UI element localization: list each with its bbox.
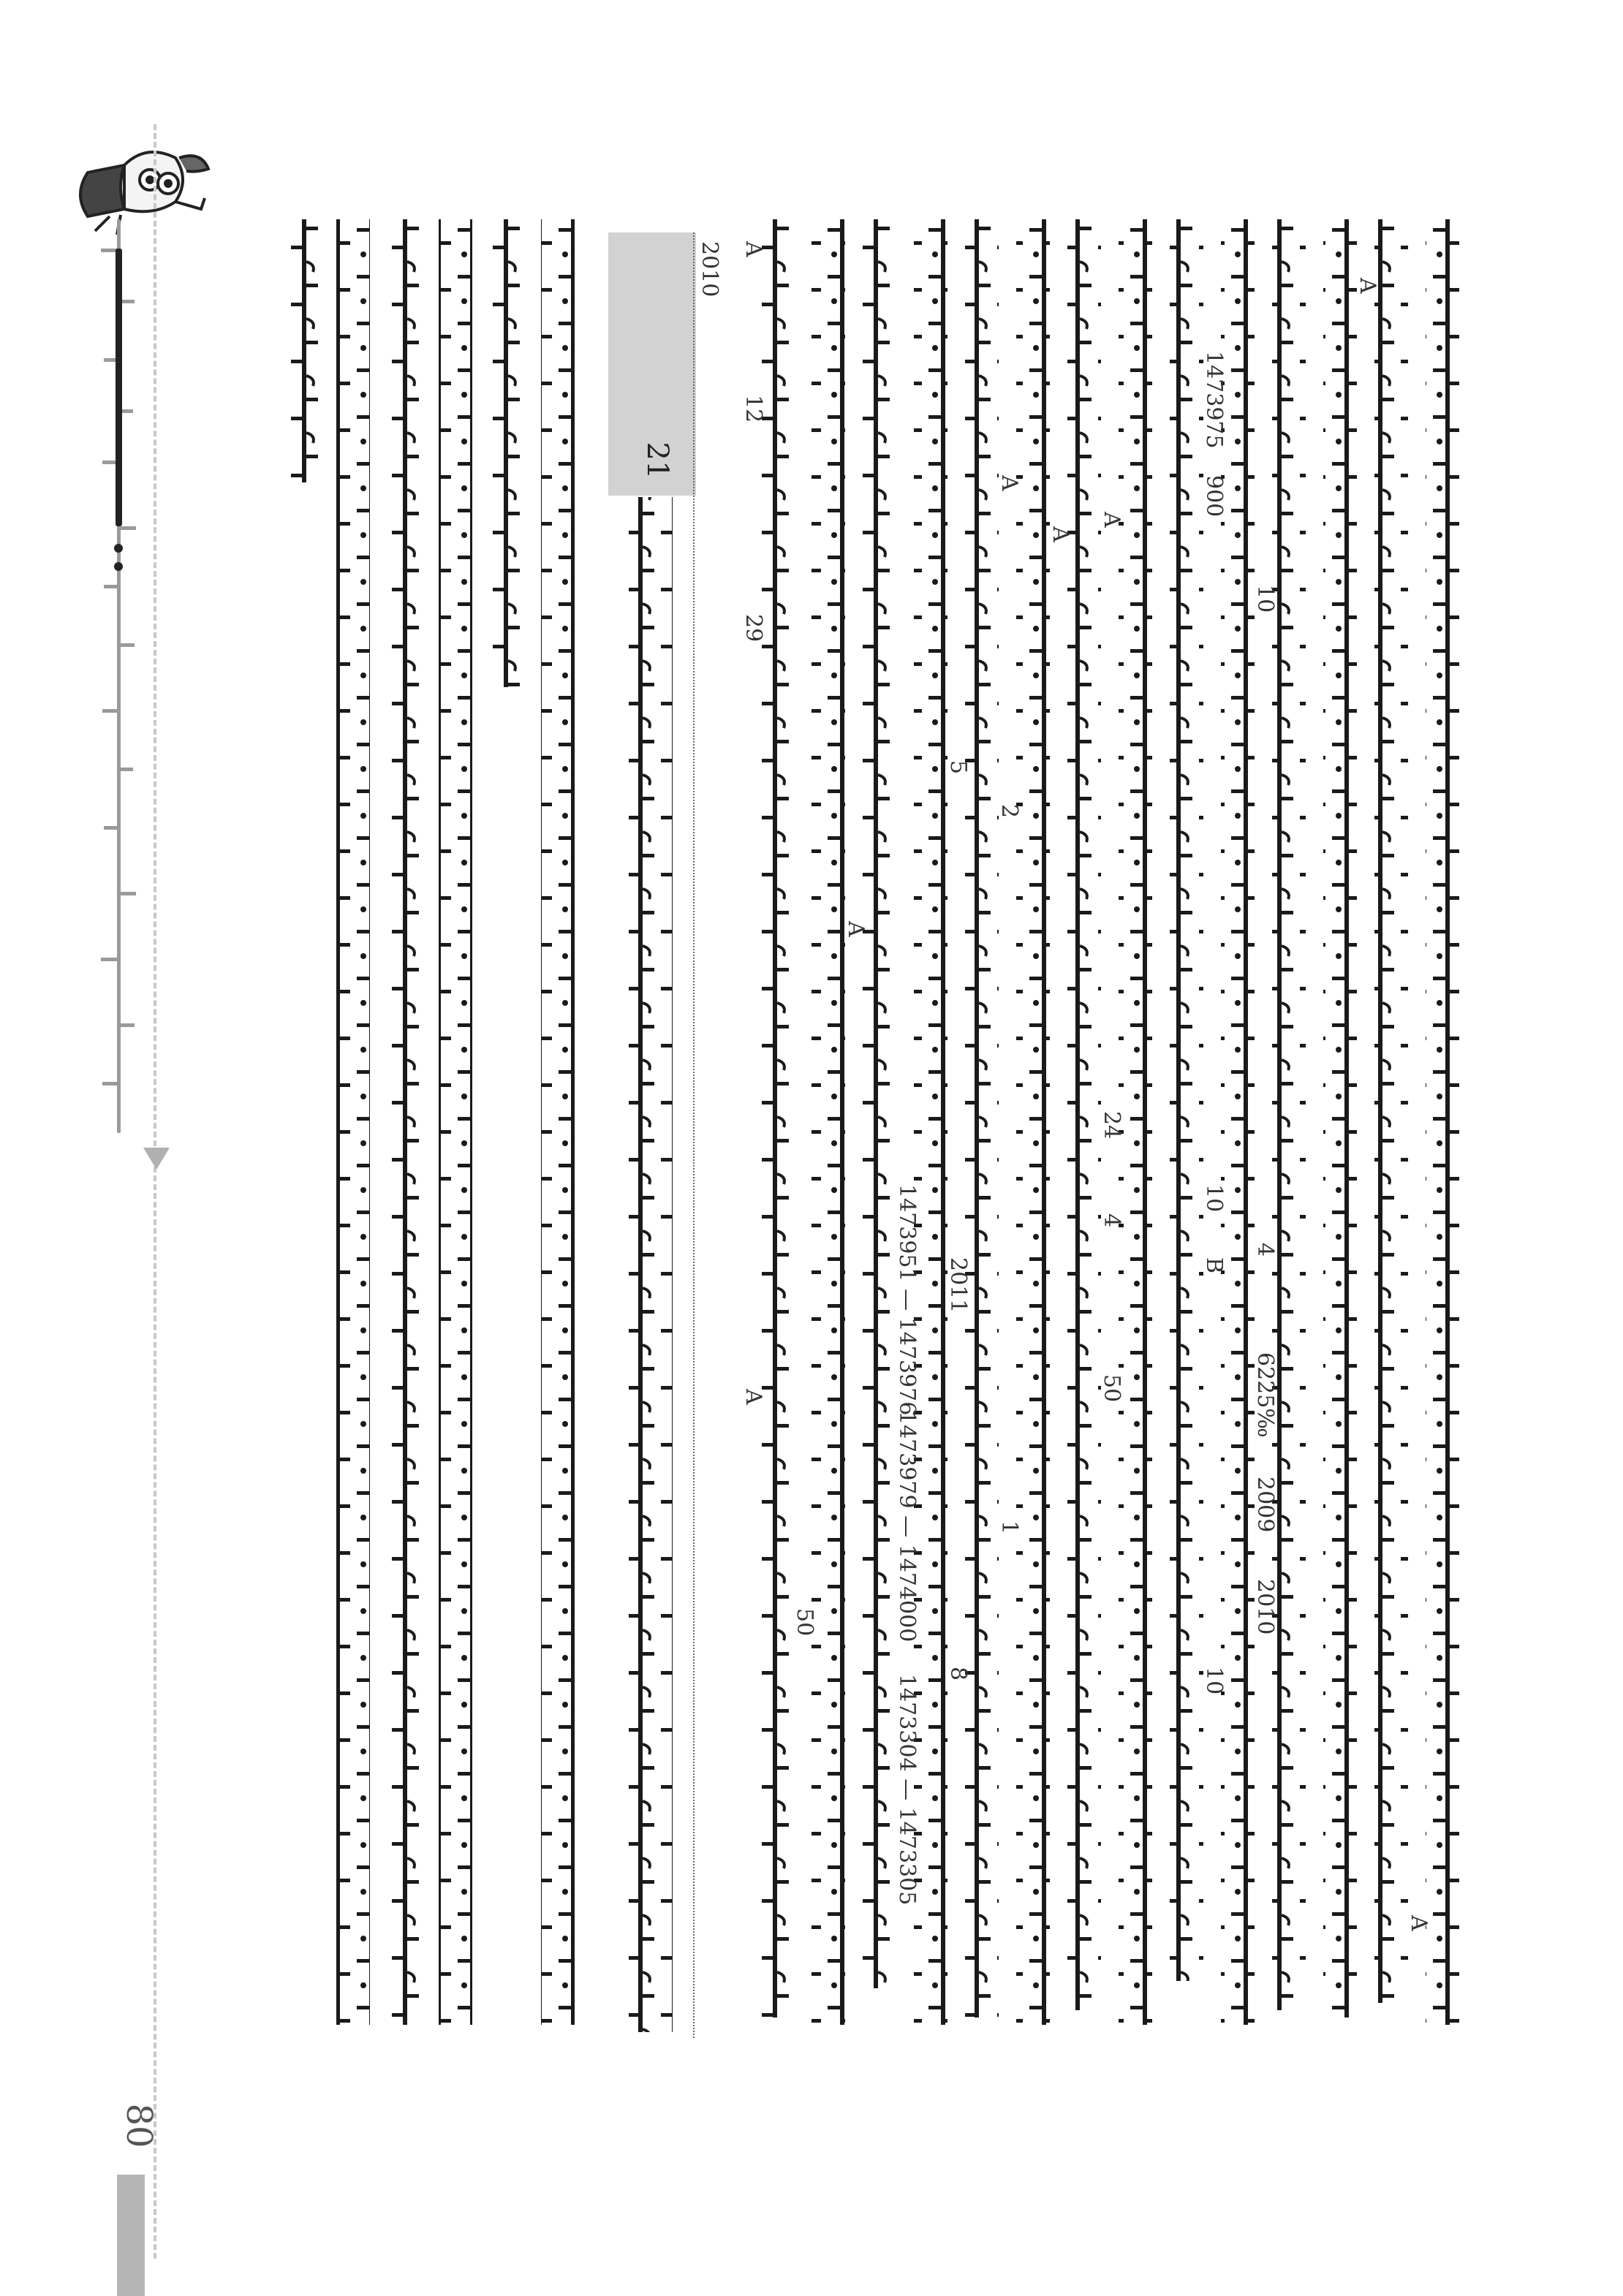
latin-letter: A <box>843 921 869 937</box>
number-run: 29 <box>741 614 766 643</box>
number-run: 1473979 — 1474000 <box>894 1411 920 1643</box>
number-run: 2011 <box>945 1257 971 1314</box>
running-header <box>94 219 145 1170</box>
number-run: 6225‰ <box>1252 1352 1278 1438</box>
running-header-glyphs <box>94 219 145 1170</box>
number-run: 2009 <box>1252 1477 1278 1533</box>
number-run: 4 <box>1099 1213 1124 1228</box>
latin-letter: A <box>1406 1915 1431 1931</box>
latin-letter: A <box>741 241 766 257</box>
number-run: 8 <box>945 1667 971 1681</box>
number-run: 10 <box>1201 1667 1227 1695</box>
section-heading-glyphs <box>629 497 673 2032</box>
number-run: 900 <box>1201 475 1227 518</box>
number-run: 2010 <box>1252 1579 1278 1635</box>
latin-letter: A <box>996 475 1022 491</box>
triangle-marker-icon <box>143 1148 170 1170</box>
number-run: 1473975 <box>1201 351 1227 449</box>
latin-letter: A <box>1355 278 1380 294</box>
number-run: 4 <box>1252 1243 1278 1257</box>
latin-letter: A <box>1099 512 1124 528</box>
number-run: 50 <box>1099 1374 1124 1403</box>
number-run: 1 <box>996 1520 1022 1535</box>
number-run: 12 <box>741 395 766 423</box>
section-heading-rule <box>693 232 695 2038</box>
page-number: 80 <box>118 2103 159 2148</box>
number-run: 10 <box>1201 1184 1227 1213</box>
mongolian-body-text <box>219 219 1462 2061</box>
number-run: 1473951 — 1473976 <box>894 1184 920 1416</box>
latin-letter: B <box>1201 1257 1227 1274</box>
section-number: 21 <box>640 442 674 480</box>
number-run: 50 <box>792 1608 817 1637</box>
number-run: 5 <box>945 760 971 775</box>
number-run: 10 <box>1252 585 1278 613</box>
number-run: 1473304 — 1473305 <box>894 1674 920 1906</box>
latin-letter: A <box>741 1389 766 1405</box>
number-run: 2 <box>996 804 1022 819</box>
dashed-margin-rule <box>154 124 156 2259</box>
latin-letter: A <box>1048 526 1073 542</box>
number-run: 24 <box>1099 1111 1124 1140</box>
page-edge-tab <box>117 2175 145 2296</box>
number-run: 2010 <box>697 241 722 298</box>
paragraph-columns-lower <box>285 219 575 2025</box>
